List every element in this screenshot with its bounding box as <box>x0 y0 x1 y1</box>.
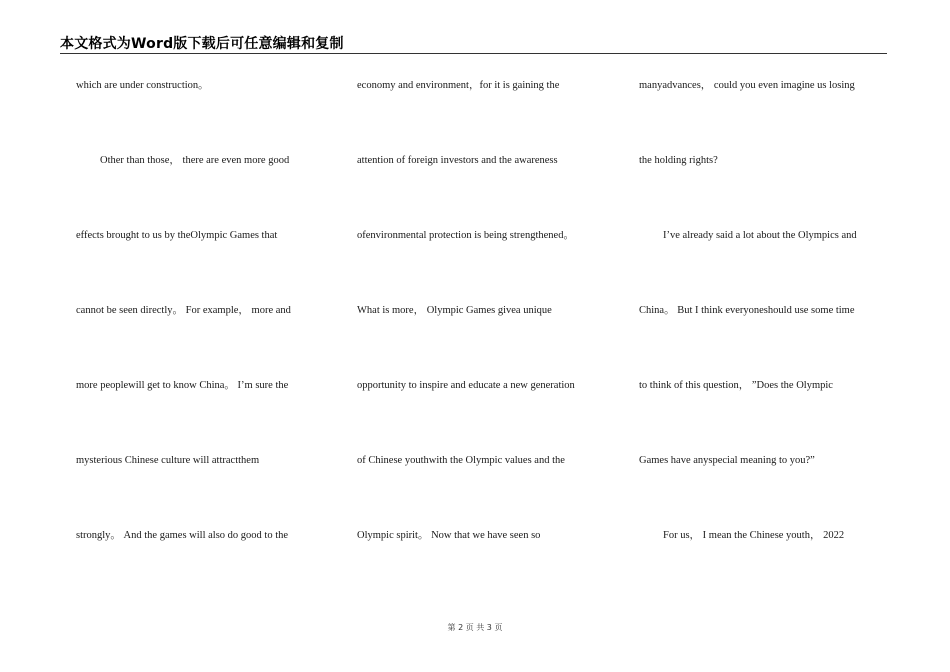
text-line: What is more， Olympic Games givea unique <box>357 305 552 316</box>
text-line: Olympic spirit。 Now that we have seen so <box>357 530 541 541</box>
text-line: Games have anyspecial meaning to you?” <box>639 455 815 466</box>
text-line: Other than those， there are even more good <box>100 155 290 166</box>
text-line: For us， I mean the Chinese youth， 2022 <box>663 530 845 541</box>
text-line: mysterious Chinese culture will attractthem <box>76 455 260 466</box>
text-line: manyadvances， could you even imagine us losing <box>639 80 855 91</box>
text-line: attention of foreign investors and the awareness <box>357 155 558 166</box>
header-divider <box>60 53 887 54</box>
text-line: economy and environment，for it is gaining the <box>357 80 560 91</box>
text-line: strongly。 And the games will also do good to the <box>76 530 289 541</box>
text-line: opportunity to inspire and educate a new generation <box>357 380 575 391</box>
text-line: to think of this question， ”Does the Olympic <box>639 380 833 391</box>
text-line: more peoplewill get to know China。 I’m sure the <box>76 380 289 391</box>
text-line: ofenvironmental protection is being strengthened。 <box>357 230 574 241</box>
text-line: effects brought to us by theOlympic Games that <box>76 230 278 241</box>
page-number-footer: 第 2 页 共 3 页 <box>447 623 503 632</box>
text-line: China。 But I think everyoneshould use some time <box>639 305 855 316</box>
text-line: the holding rights? <box>639 155 718 166</box>
text-line: of Chinese youthwith the Olympic values and the <box>357 455 565 466</box>
text-line: I’ve already said a lot about the Olympics and <box>663 230 857 241</box>
document-header-title: 本文格式为Word版下载后可任意编辑和复制 <box>60 36 344 52</box>
text-line: which are under construction。 <box>76 80 209 91</box>
text-line: cannot be seen directly。 For example， more and <box>76 305 291 316</box>
